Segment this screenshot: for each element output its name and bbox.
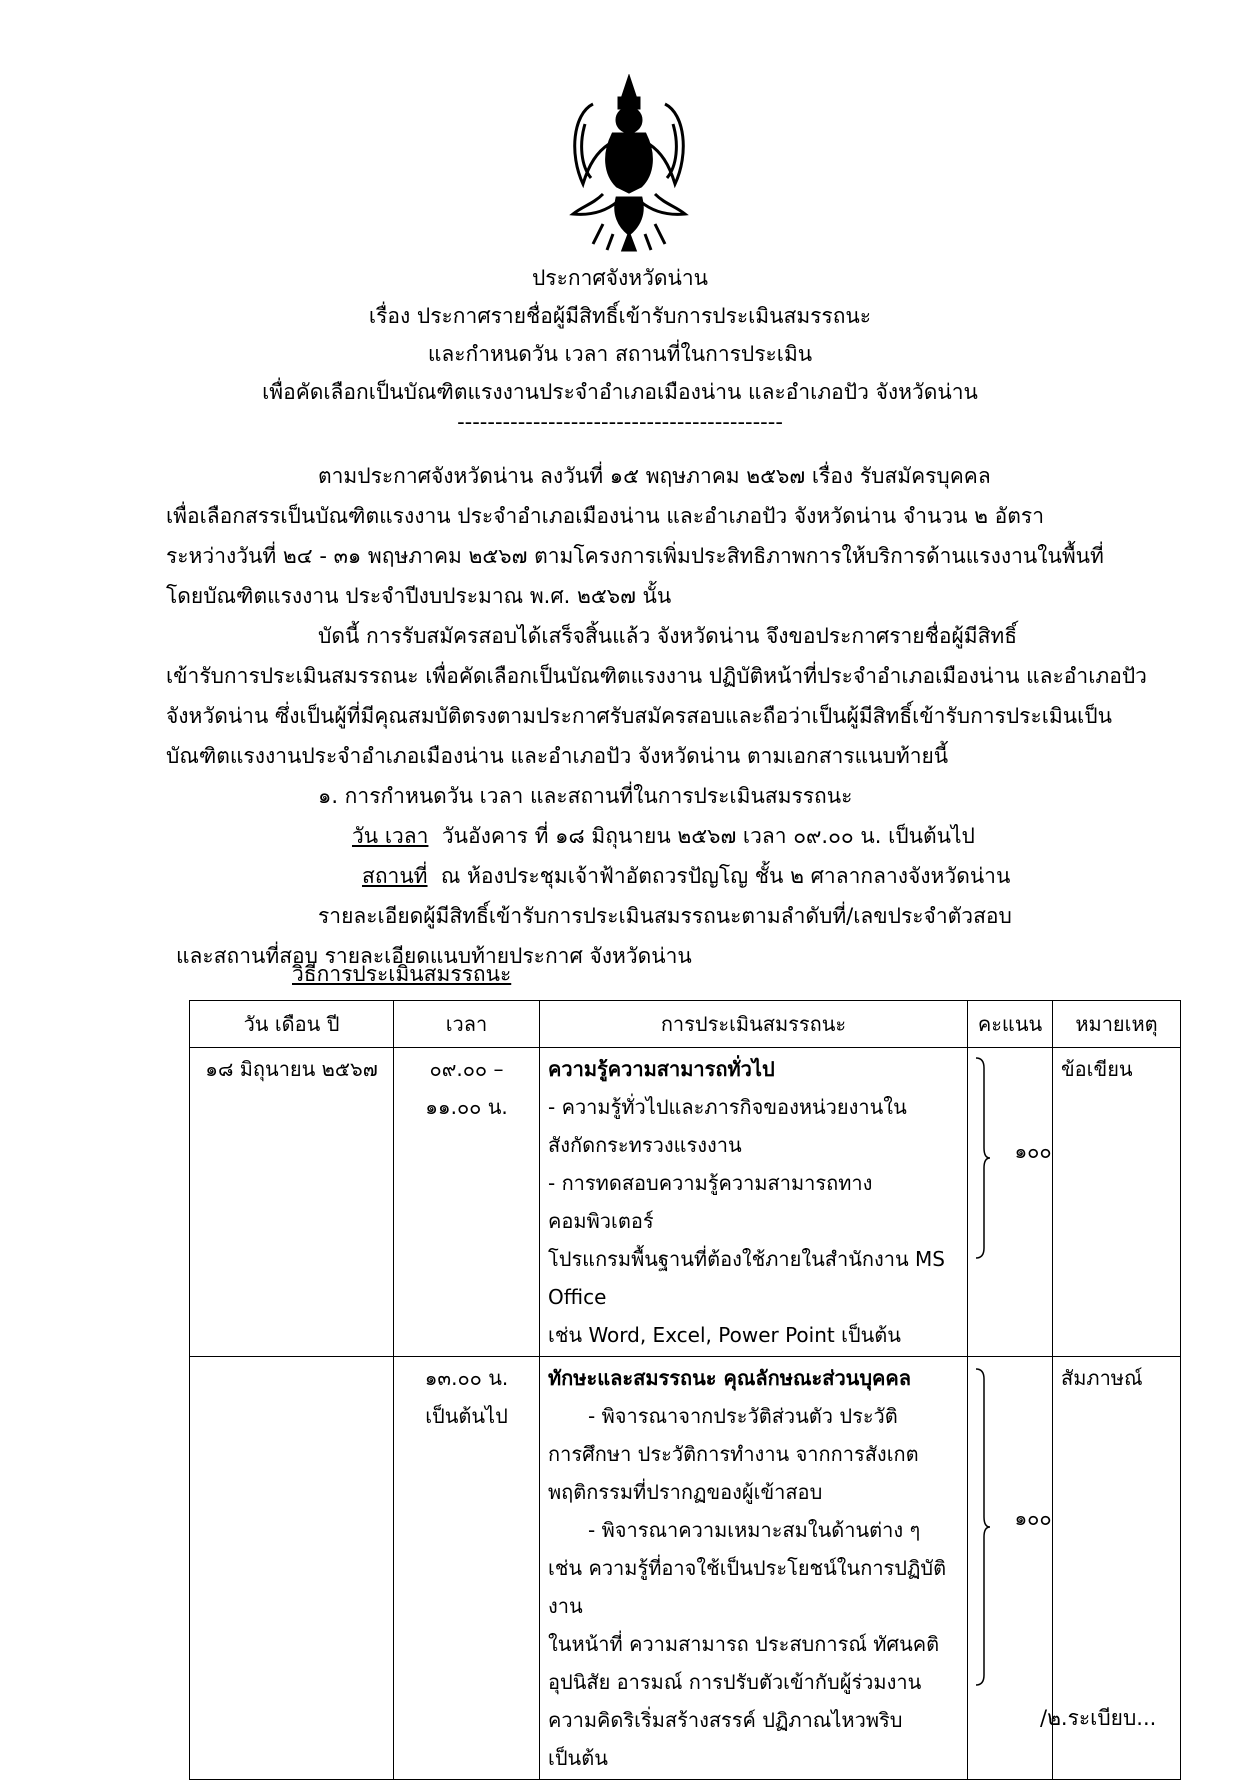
paragraph-1-line-2: เพื่อเลือกสรรเป็นบัณฑิตแรงงาน ประจำอำเภอเมืองน่าน และอำเภอปัว จังหวัดน่าน จำนวน ๒ อัตรา (166, 504, 1045, 528)
separator-line: ------------------------------------------- (457, 410, 783, 434)
row-2-assessment (540, 1357, 968, 1780)
subject-line-3: เพื่อคัดเลือกเป็นบัณฑิตแรงงานประจำอำเภอเมืองน่าน และอำเภอปัว จังหวัดน่าน (262, 380, 978, 404)
row-2-time-start: ๑๓.๐๐ น. (424, 1366, 509, 1390)
place-value: ณ ห้องประชุมเจ้าฟ้าอัตถวรปัญโญ ชั้น ๒ ศาลากลางจังหวัดน่าน (440, 864, 1011, 888)
row-2-line: ความคิดริเริ่มสร้างสรรค์ ปฏิภาณไหวพริบ เป็นต้น (548, 1708, 903, 1770)
place-row (362, 860, 1010, 893)
paragraph-2-line-3: จังหวัดน่าน ซึ่งเป็นผู้ที่มีคุณสมบัติตรงตามประกาศรับสมัครสอบและถือว่าเป็นผู้มีสิทธิ์เข้ารับการประเมินเป็น (166, 704, 1112, 728)
datetime-label: วัน เวลา (352, 824, 429, 848)
header-assessment: การประเมินสมรรถนะ (540, 1001, 968, 1048)
row-1-line: โปรแกรมพื้นฐานที่ต้องใช้ภายในสำนักงาน MS Office (548, 1247, 945, 1309)
row-2-line: - พิจารณาจากประวัติส่วนตัว ประวัติ (588, 1404, 898, 1428)
paragraph-2-line-1: บัดนี้ การรับสมัครสอบได้เสร็จสิ้นแล้ว จังหวัดน่าน จึงขอประกาศรายชื่อผู้มีสิทธิ์ (318, 624, 1018, 648)
paragraph-3-line-2: และสถานที่สอบ รายละเอียดแนบท้ายประกาศ จังหวัดน่าน (176, 944, 692, 968)
row-2-line: เช่น ความรู้ที่อาจใช้เป็นประโยชน์ในการปฏิบัติงาน (548, 1556, 947, 1618)
assessment-table (189, 1000, 1181, 1780)
row-2-date (190, 1357, 394, 1780)
row-1-score-cell (968, 1048, 1053, 1357)
row-2-title: ทักษะและสมรรถนะ คุณลักษณะส่วนบุคคล (548, 1366, 912, 1390)
item-1-heading: ๑. การกำหนดวัน เวลา และสถานที่ในการประเมินสมรรถนะ (318, 784, 853, 808)
row-2-score: ๑๐๐ (1014, 1506, 1052, 1530)
row-2-line: พฤติกรรมที่ปรากฏของผู้เข้าสอบ (548, 1480, 823, 1504)
row-2-line: - พิจารณาความเหมาะสมในด้านต่าง ๆ (588, 1518, 921, 1542)
row-2-line: อุปนิสัย อารมณ์ การปรับตัวเข้ากับผู้ร่วมงาน (548, 1670, 922, 1694)
row-1-assessment (540, 1048, 968, 1357)
header-score: คะแนน (968, 1001, 1053, 1048)
right-brace-icon (972, 1056, 992, 1260)
header-time: เวลา (394, 1001, 540, 1048)
datetime-value: วันอังคาร ที่ ๑๘ มิถุนายน ๒๕๖๗ เวลา ๐๙.๐๐ น. เป็นต้นไป (441, 824, 975, 848)
right-brace-icon (972, 1367, 992, 1687)
row-1-title: ความรู้ความสามารถทั่วไป (548, 1057, 775, 1081)
header-note: หมายเหตุ (1053, 1001, 1181, 1048)
continuation-note: /๒.ระเบียบ... (1040, 1706, 1157, 1730)
paragraph-1-line-4: โดยบัณฑิตแรงงาน ประจำปีงบประมาณ พ.ศ. ๒๕๖๗ นั้น (166, 584, 672, 608)
row-1-date: ๑๘ มิถุนายน ๒๕๖๗ (190, 1048, 394, 1357)
paragraph-1-line-1: ตามประกาศจังหวัดน่าน ลงวันที่ ๑๕ พฤษภาคม ๒๕๖๗ เรื่อง รับสมัครบุคคล (318, 464, 991, 488)
header-date: วัน เดือน ปี (190, 1001, 394, 1048)
row-2-line: การศึกษา ประวัติการทำงาน จากการสังเกต (548, 1442, 919, 1466)
row-2-time (394, 1357, 540, 1780)
row-1-time (394, 1048, 540, 1357)
paragraph-1-line-3: ระหว่างวันที่ ๒๔ - ๓๑ พฤษภาคม ๒๕๖๗ ตามโครงการเพิ่มประสิทธิภาพการให้บริการด้านแรงงานในพื้นที่ (166, 544, 1104, 568)
row-1-line: เช่น Word, Excel, Power Point เป็นต้น (548, 1323, 901, 1347)
paragraph-2-line-4: บัณฑิตแรงงานประจำอำเภอเมืองน่าน และอำเภอปัว จังหวัดน่าน ตามเอกสารแนบท้ายนี้ (166, 744, 949, 768)
row-1-line: - ความรู้ทั่วไปและภารกิจของหน่วยงานใน (548, 1095, 907, 1119)
row-1-note: ข้อเขียน (1053, 1048, 1181, 1357)
paragraph-3-line-1: รายละเอียดผู้มีสิทธิ์เข้ารับการประเมินสมรรถนะตามลำดับที่/เลขประจำตัวสอบ (318, 904, 1012, 928)
table-row (190, 1048, 1181, 1357)
table-row (190, 1357, 1181, 1780)
garuda-emblem-icon (563, 74, 695, 254)
row-1-time-start: ๐๙.๐๐ – (429, 1057, 504, 1081)
subject-line-1: เรื่อง ประกาศรายชื่อผู้มีสิทธิ์เข้ารับการประเมินสมรรถนะ (368, 304, 872, 328)
row-2-time-end: เป็นต้นไป (425, 1404, 508, 1428)
row-1-line: - การทดสอบความรู้ความสามารถทางคอมพิวเตอร์ (548, 1171, 873, 1233)
row-2-note: สัมภาษณ์ (1053, 1357, 1181, 1780)
place-label: สถานที่ (362, 864, 428, 888)
row-1-line: สังกัดกระทรวงแรงงาน (548, 1133, 742, 1157)
datetime-row (352, 820, 975, 853)
row-1-score: ๑๐๐ (1014, 1139, 1052, 1163)
paragraph-2-line-2: เข้ารับการประเมินสมรรถนะ เพื่อคัดเลือกเป็นบัณฑิตแรงงาน ปฏิบัติหน้าที่ประจำอำเภอเมืองน่าน และอำเภอปัว (166, 664, 1147, 688)
announcement-title: ประกาศจังหวัดน่าน (531, 266, 709, 290)
method-heading: วิธีการประเมินสมรรถนะ (292, 962, 512, 986)
row-1-time-end: ๑๑.๐๐ น. (425, 1095, 508, 1119)
subject-line-2: และกำหนดวัน เวลา สถานที่ในการประเมิน (427, 342, 813, 366)
table-header-row (190, 1001, 1181, 1048)
row-2-line: ในหน้าที่ ความสามารถ ประสบการณ์ ทัศนคติ (548, 1632, 940, 1656)
